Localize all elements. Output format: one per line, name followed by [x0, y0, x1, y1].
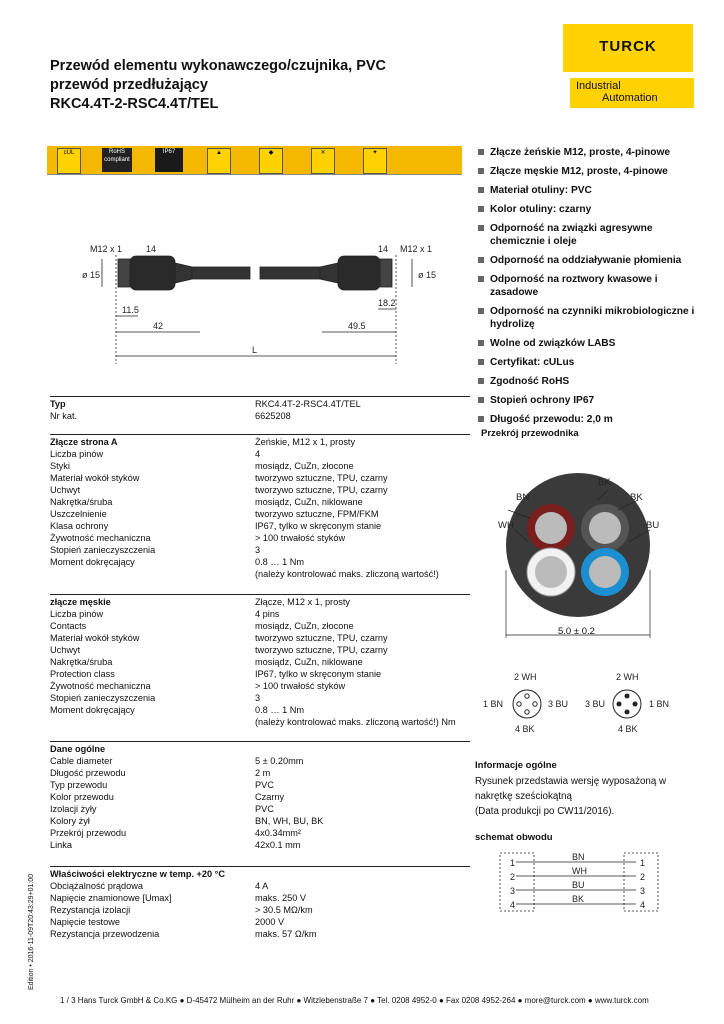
feature-item: Stopień ochrony IP67 — [478, 394, 703, 407]
table-row: Materiał wokół styków tworzywo sztuczne, TPU, czarny — [50, 473, 388, 483]
right-boot — [320, 263, 338, 283]
svg-text:3 BU: 3 BU — [585, 699, 606, 709]
table-row: Obciążalność prądowa 4 A — [50, 881, 269, 891]
circuit-title: schemat obwodu — [475, 832, 553, 843]
svg-text:BK: BK — [572, 894, 585, 904]
feature-list — [478, 146, 703, 432]
title-line-1: Przewód elementu wykonawczego/czujnika, PVC — [50, 58, 387, 74]
svg-text:2: 2 — [640, 872, 646, 882]
svg-text:1 BN: 1 BN — [483, 699, 504, 709]
table-row: Linka 42x0.1 mm — [50, 840, 301, 850]
turck-logo — [563, 24, 693, 72]
tagline-box — [570, 78, 694, 108]
svg-text:BN: BN — [516, 492, 530, 503]
svg-text:WH: WH — [498, 520, 514, 531]
table-row: (należy kontrolować maks. zliczoną wartość!) Nm — [255, 717, 456, 727]
table-row: Izolacji żyły PVC — [50, 804, 274, 814]
feature-item: Odporność na związki agresywne chemicznie i oleje — [478, 222, 703, 248]
svg-text:4: 4 — [640, 900, 646, 910]
svg-text:3 BU: 3 BU — [548, 699, 569, 709]
title-line-3: RKC4.4T-2-RSC4.4T/TEL — [50, 96, 219, 112]
tagline-line-2: Automation — [602, 92, 658, 104]
rohs-icon: RoHS compliant — [102, 148, 132, 172]
cable-left — [192, 267, 250, 279]
table-row: Długość przewodu 2 m — [50, 768, 271, 778]
svg-text:14: 14 — [146, 244, 157, 254]
oil-icon: ◆ — [259, 148, 283, 174]
table-row: Uchwyt tworzywo sztuczne, TPU, czarny — [50, 645, 388, 655]
logo-text: TURCK — [599, 38, 657, 55]
svg-text:M12 x 1: M12 x 1 — [90, 244, 123, 254]
info-body: Rysunek przedstawia wersję wyposażoną w nakrętkę sześciokątną (Data produkcji po CW11/2016). — [475, 776, 667, 817]
table-row: Stopień zanieczyszczenia 3 — [50, 545, 261, 555]
svg-text:1: 1 — [510, 858, 516, 868]
feature-item: Zgodność RoHS — [478, 375, 703, 388]
pinout-diagram — [478, 668, 703, 740]
svg-text:42: 42 — [153, 321, 164, 331]
edition-stamp: Edition • 2016-11-09T20:43:29+01:00 — [28, 873, 35, 990]
table-row: Klasa ochrony IP67, tylko w skręconym stanie — [50, 521, 382, 531]
feature-item: Odporność na roztwory kwasowe i zasadowe — [478, 273, 703, 299]
table-row: Uchwyt tworzywo sztuczne, TPU, czarny — [50, 485, 388, 495]
table-row: Żywotność mechaniczna > 100 trwałość styków — [50, 681, 346, 691]
feature-item: Długość przewodu: 2,0 m — [478, 413, 703, 426]
circuit-diagram — [496, 850, 666, 914]
cable-diameter-label: 5.0 ± 0.2 — [558, 626, 595, 637]
table-row: Cable diameter 5 ± 0.20mm — [50, 756, 304, 766]
table-row: Kolor przewodu Czarny — [50, 792, 285, 802]
feature-item: Materiał otuliny: PVC — [478, 184, 703, 197]
svg-text:2 WH: 2 WH — [616, 672, 639, 682]
title-line-2: przewód przedłużający — [50, 77, 208, 93]
feature-item: Odporność na oddziaływanie płomienia — [478, 254, 703, 267]
svg-text:1: 1 — [640, 858, 646, 868]
table-row: Styki mosiądz, CuZn, złocone — [50, 461, 354, 471]
svg-text:L: L — [252, 345, 258, 355]
right-body — [338, 256, 380, 290]
svg-text:1 BN: 1 BN — [649, 699, 670, 709]
left-body — [130, 256, 175, 290]
svg-text:BU: BU — [572, 880, 585, 890]
table-row: Liczba pinów 4 pins — [50, 609, 280, 619]
tagline-line-1: Industrial — [576, 80, 621, 92]
table-row: Kolory żył BN, WH, BU, BK — [50, 816, 324, 826]
svg-text:4 BK: 4 BK — [515, 724, 535, 734]
cross-section-diagram — [478, 470, 678, 642]
svg-text:WH: WH — [572, 866, 587, 876]
svg-text:2 WH: 2 WH — [514, 672, 537, 682]
dimension-drawing — [60, 236, 460, 371]
right-nut — [380, 259, 392, 287]
cross-section-title: Przekrój przewodnika — [481, 428, 579, 439]
chemical-icon: ✕ — [311, 148, 335, 174]
table-row: Protection class IP67, tylko w skręconym stanie — [50, 669, 382, 679]
svg-text:14: 14 — [378, 244, 389, 254]
feature-item: Odporność na czynniki mikrobiologiczne i hydrolizę — [478, 305, 703, 331]
table-row: Przekrój przewodu 4x0.34mm² — [50, 828, 301, 838]
svg-text:4: 4 — [510, 900, 516, 910]
spec-table-connector-a — [50, 434, 470, 580]
svg-text:ø 15: ø 15 — [82, 270, 101, 280]
table-row: Właściwości elektryczne w temp. +20 °C — [50, 867, 470, 881]
certification-bar — [47, 146, 462, 175]
table-row: (należy kontrolować maks. zliczoną wartość!) — [255, 569, 439, 579]
spec-table-connector-b — [50, 594, 470, 728]
table-row: Typ przewodu PVC — [50, 780, 274, 790]
flame-icon: ▲ — [207, 148, 231, 174]
table-row: Rezystancja przewodzenia maks. 57 Ω/km — [50, 929, 317, 939]
feature-item: Kolor otuliny: czarny — [478, 203, 703, 216]
svg-text:49.5: 49.5 — [348, 321, 366, 331]
svg-text:3: 3 — [640, 886, 646, 896]
left-boot — [175, 263, 192, 283]
ip67-icon: IP67 — [155, 148, 183, 172]
page-title — [50, 57, 450, 114]
svg-text:3: 3 — [510, 886, 516, 896]
spec-table-electrical — [50, 866, 470, 940]
table-row: Żywotność mechaniczna > 100 trwałość styków — [50, 533, 346, 543]
table-row: Uszczelnienie tworzywo sztuczne, FPM/FKM — [50, 509, 379, 519]
svg-text:BK: BK — [630, 492, 643, 503]
spec-table-type — [50, 396, 470, 422]
page-footer: 1 / 3 Hans Turck GmbH & Co.KG ● D-45472 Mülheim an der Ruhr ● Witzlebenstraße 7 ● Tel. 0208 4952-0 ● Fax 0208 4952-264 ● more@turck.com ● www.turck.com — [60, 996, 649, 1005]
table-row: Rezystancja izolacji > 30.5 MΩ/km — [50, 905, 313, 915]
table-row: Złącze strona A Żeńskie, M12 x 1, prosty — [50, 435, 470, 449]
svg-text:M12 x 1: M12 x 1 — [400, 244, 433, 254]
svg-text:BN: BN — [572, 852, 585, 862]
table-row: Materiał wokół styków tworzywo sztuczne, TPU, czarny — [50, 633, 388, 643]
table-row: Moment dokręcający 0.8 … 1 Nm — [50, 557, 305, 567]
feature-item: Certyfikat: cULus — [478, 356, 703, 369]
svg-text:18.2: 18.2 — [378, 298, 396, 308]
spec-table-general — [50, 741, 470, 851]
table-row: Liczba pinów 4 — [50, 449, 261, 459]
table-row: Stopień zanieczyszczenia 3 — [50, 693, 261, 703]
svg-text:ø 15: ø 15 — [418, 270, 437, 280]
table-row: Dane ogólne — [50, 742, 470, 756]
feature-item: Złącze męskie M12, proste, 4-pinowe — [478, 165, 703, 178]
table-row: Moment dokręcający 0.8 … 1 Nm — [50, 705, 305, 715]
svg-text:11.5: 11.5 — [122, 305, 139, 315]
info-title: Informacje ogólne — [475, 760, 557, 771]
table-row: Napięcie testowe 2000 V — [50, 917, 285, 927]
table-row: Typ RKC4.4T-2-RSC4.4T/TEL — [50, 397, 470, 411]
left-nut — [118, 259, 130, 287]
feature-item: Wolne od związków LABS — [478, 337, 703, 350]
table-row: złącze męskie Złącze, M12 x 1, prosty — [50, 595, 470, 609]
feature-item: Złącze żeńskie M12, proste, 4-pinowe — [478, 146, 703, 159]
svg-text:2: 2 — [510, 872, 516, 882]
svg-text:BU: BU — [646, 520, 660, 531]
uv-icon: ✦ — [363, 148, 387, 174]
table-row: Nr kat. 6625208 — [50, 411, 291, 421]
table-row: Napięcie znamionowe [Umax] maks. 250 V — [50, 893, 307, 903]
table-row: Nakrętka/śruba mosiądz, CuZn, niklowane — [50, 657, 363, 667]
ul-icon: cUL — [57, 148, 81, 174]
svg-text:4 BK: 4 BK — [618, 724, 638, 734]
table-row: Nakrętka/śruba mosiądz, CuZn, niklowane — [50, 497, 363, 507]
svg-text:BK: BK — [598, 477, 611, 488]
cable-right — [260, 267, 320, 279]
table-row: Contacts mosiądz, CuZn, złocone — [50, 621, 354, 631]
